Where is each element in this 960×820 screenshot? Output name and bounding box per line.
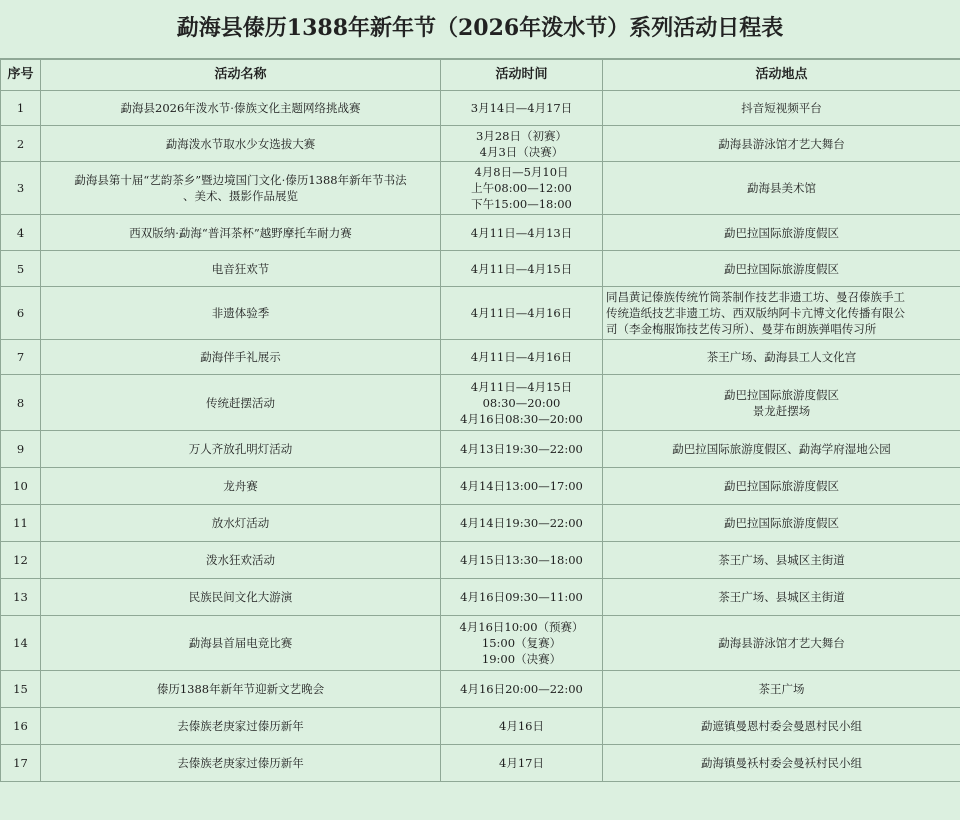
activity-time-cell [441, 126, 603, 162]
activity-name-cell [41, 162, 441, 215]
activity-name-cell-line: 民族民间文化大游演 [188, 590, 293, 604]
table-row [1, 215, 960, 251]
activity-name-cell-line: 勐海泼水节取水少女选拔大赛 [165, 136, 316, 151]
header-time: 活动时间 [441, 60, 603, 91]
row-number-cell: 14 [1, 616, 41, 671]
activity-time-cell [441, 468, 603, 505]
table-row [1, 340, 960, 375]
activity-name-cell [41, 251, 441, 287]
activity-time-cell [441, 287, 603, 340]
activity-place-cell-line: 勐巴拉国际旅游度假区 [724, 225, 839, 240]
activity-time-cell-line: 4月16日08:30—20:00 [460, 411, 583, 426]
row-number-cell: 16 [1, 708, 41, 745]
table-row [1, 251, 960, 287]
activity-time-cell [441, 340, 603, 375]
activity-time-cell [441, 251, 603, 287]
activity-name-cell [41, 91, 441, 126]
activity-place-cell [603, 162, 960, 215]
activity-place-cell [603, 671, 960, 708]
table-row [1, 162, 960, 215]
activity-place-cell-line: 同昌黄记傣族传统竹筒茶制作技艺非遗工坊、曼召傣族手工 [606, 290, 905, 304]
activity-place-cell [603, 91, 960, 126]
row-number-cell: 5 [1, 251, 41, 287]
header-no: 序号 [1, 60, 41, 91]
activity-place-cell [603, 745, 960, 782]
table-row [1, 745, 960, 782]
activity-place-cell-line: 茶王广场、县城区主街道 [718, 590, 845, 604]
row-number-cell: 6 [1, 287, 41, 340]
header-place: 活动地点 [603, 60, 960, 91]
header-row [1, 60, 960, 91]
activity-time-cell-line: 4月16日10:00（预赛） [459, 620, 584, 634]
activity-time-cell-line: 4月16日09:30—11:00 [460, 590, 583, 604]
activity-name-cell-line: 、美术、摄影作品展览 [183, 189, 298, 203]
activity-place-cell [603, 579, 960, 616]
activity-time-cell-line: 4月16日 [499, 719, 544, 733]
activity-time-cell [441, 745, 603, 782]
activity-name-cell [41, 215, 441, 251]
activity-time-cell-line: 3月28日（初赛） [476, 128, 567, 143]
table-row [1, 375, 960, 431]
activity-time-cell-line: 4月17日 [499, 756, 544, 770]
activity-time-cell-line: 4月11日—4月15日 [470, 261, 573, 276]
activity-place-cell-line: 茶王广场 [758, 682, 805, 696]
activity-time-cell-line: 4月3日（决赛） [479, 144, 564, 159]
activity-place-cell-line: 勐海镇曼袄村委会曼袄村民小组 [701, 756, 862, 770]
schedule-table [0, 59, 960, 782]
row-number-cell: 2 [1, 126, 41, 162]
row-number-cell: 3 [1, 162, 41, 215]
activity-time-cell-line: 4月11日—4月15日 [470, 379, 573, 394]
activity-place-cell-line: 抖音短视频平台 [741, 101, 822, 115]
row-number-cell: 12 [1, 542, 41, 579]
activity-name-cell [41, 375, 441, 431]
activity-place-cell-line: 勐巴拉国际旅游度假区、勐海学府湿地公园 [672, 442, 891, 456]
activity-time-cell-line: 4月11日—4月13日 [470, 225, 573, 240]
table-row [1, 616, 960, 671]
activity-time-cell-line: 19:00（决赛） [481, 652, 562, 666]
activity-time-cell [441, 431, 603, 468]
activity-time-cell [441, 542, 603, 579]
activity-place-cell [603, 126, 960, 162]
activity-place-cell-line: 勐巴拉国际旅游度假区 [724, 261, 839, 276]
activity-name-cell-line: 西双版纳·勐海“普洱茶杯”越野摩托车耐力赛 [129, 225, 352, 240]
row-number-cell: 9 [1, 431, 41, 468]
activity-name-cell-line: 放水灯活动 [211, 516, 270, 530]
activity-time-cell [441, 215, 603, 251]
activity-time-cell-line: 4月8日—5月10日 [474, 165, 569, 179]
row-number-cell: 11 [1, 505, 41, 542]
activity-place-cell-line: 勐巴拉国际旅游度假区 [724, 479, 839, 493]
schedule-body [1, 91, 960, 782]
activity-name-cell [41, 616, 441, 671]
activity-name-cell-line: 万人齐放孔明灯活动 [188, 442, 293, 456]
table-row [1, 708, 960, 745]
activity-place-cell [603, 616, 960, 671]
table-row [1, 287, 960, 340]
activity-name-cell-line: 电音狂欢节 [211, 261, 270, 276]
table-row [1, 542, 960, 579]
activity-time-cell-line: 4月15日13:30—18:00 [460, 553, 583, 567]
activity-place-cell-line: 景龙赶摆场 [752, 403, 811, 418]
activity-time-cell-line: 4月14日13:00—17:00 [460, 479, 583, 493]
row-number-cell: 15 [1, 671, 41, 708]
activity-place-cell-line: 茶王广场、县城区主街道 [718, 553, 845, 567]
activity-place-cell [603, 468, 960, 505]
activity-time-cell-line: 4月16日20:00—22:00 [460, 682, 583, 696]
activity-name-cell [41, 431, 441, 468]
table-row [1, 505, 960, 542]
activity-name-cell [41, 505, 441, 542]
header-name: 活动名称 [41, 60, 441, 91]
activity-place-cell [603, 708, 960, 745]
activity-place-cell-line: 勐海县游泳馆才艺大舞台 [718, 636, 845, 650]
row-number-cell: 17 [1, 745, 41, 782]
activity-name-cell [41, 745, 441, 782]
row-number-cell: 8 [1, 375, 41, 431]
activity-place-cell [603, 431, 960, 468]
activity-time-cell [441, 671, 603, 708]
activity-name-cell-line: 去傣族老庚家过傣历新年 [177, 719, 304, 733]
activity-time-cell-line: 下午15:00—18:00 [471, 197, 572, 211]
activity-name-cell-line: 非遗体验季 [211, 306, 270, 320]
activity-name-cell [41, 126, 441, 162]
activity-name-cell [41, 468, 441, 505]
activity-place-cell [603, 251, 960, 287]
activity-time-cell-line: 4月13日19:30—22:00 [460, 442, 583, 456]
activity-name-cell [41, 287, 441, 340]
activity-place-cell [603, 340, 960, 375]
table-row [1, 126, 960, 162]
activity-name-cell-line: 勐海伴手礼展示 [200, 350, 281, 364]
row-number-cell: 4 [1, 215, 41, 251]
page-title: 勐海县傣历1388年新年节（2026年泼水节）系列活动日程表 [0, 0, 960, 59]
activity-name-cell-line: 泼水狂欢活动 [206, 553, 275, 567]
activity-place-cell-line: 勐海县游泳馆才艺大舞台 [718, 136, 845, 151]
activity-time-cell-line: 上午08:00—12:00 [471, 181, 572, 195]
activity-place-cell-line: 司（李金梅服饰技艺传习所）、曼芽布朗族弹唱传习所 [606, 322, 877, 336]
activity-time-cell [441, 616, 603, 671]
activity-time-cell [441, 162, 603, 215]
activity-name-cell-line: 傣历1388年新年节迎新文艺晚会 [156, 682, 325, 696]
table-row [1, 468, 960, 505]
activity-name-cell-line: 龙舟赛 [223, 479, 258, 493]
activity-place-cell [603, 505, 960, 542]
activity-name-cell-line: 勐海县第十届“艺韵茶乡”暨边境国门文化·傣历1388年新年节书法 [74, 173, 407, 187]
activity-time-cell-line: 08:30—20:00 [482, 395, 561, 410]
activity-name-cell-line: 勐海县2026年泼水节·傣族文化主题网络挑战赛 [120, 101, 361, 115]
row-number-cell: 1 [1, 91, 41, 126]
activity-name-cell [41, 579, 441, 616]
activity-name-cell-line: 传统赶摆活动 [206, 395, 275, 410]
activity-place-cell [603, 287, 960, 340]
activity-name-cell [41, 671, 441, 708]
activity-time-cell [441, 91, 603, 126]
activity-name-cell [41, 340, 441, 375]
activity-name-cell-line: 勐海县首届电竞比赛 [188, 636, 293, 650]
activity-place-cell [603, 215, 960, 251]
activity-place-cell [603, 375, 960, 431]
activity-place-cell-line: 勐海县美术馆 [747, 181, 816, 195]
activity-time-cell [441, 505, 603, 542]
row-number-cell: 7 [1, 340, 41, 375]
table-row [1, 579, 960, 616]
activity-name-cell [41, 708, 441, 745]
activity-time-cell [441, 708, 603, 745]
activity-name-cell [41, 542, 441, 579]
activity-time-cell [441, 579, 603, 616]
activity-place-cell-line: 茶王广场、勐海县工人文化宫 [706, 350, 857, 364]
activity-time-cell-line: 4月11日—4月16日 [470, 350, 573, 364]
activity-place-cell-line: 勐巴拉国际旅游度假区 [724, 516, 839, 530]
activity-place-cell [603, 542, 960, 579]
table-row [1, 671, 960, 708]
activity-time-cell [441, 375, 603, 431]
activity-place-cell-line: 勐遮镇曼恩村委会曼恩村民小组 [701, 719, 862, 733]
table-row [1, 431, 960, 468]
activity-name-cell-line: 去傣族老庚家过傣历新年 [177, 756, 304, 770]
activity-time-cell-line: 4月11日—4月16日 [470, 306, 573, 320]
activity-place-cell-line: 勐巴拉国际旅游度假区 [724, 387, 839, 402]
row-number-cell: 13 [1, 579, 41, 616]
table-row [1, 91, 960, 126]
activity-place-cell-line: 传统造纸技艺非遗工坊、西双版纳阿卡亢博文化传播有限公 [606, 306, 905, 320]
row-number-cell: 10 [1, 468, 41, 505]
activity-time-cell-line: 15:00（复赛） [481, 636, 562, 650]
activity-time-cell-line: 4月14日19:30—22:00 [460, 516, 583, 530]
activity-time-cell-line: 3月14日—4月17日 [470, 101, 573, 115]
